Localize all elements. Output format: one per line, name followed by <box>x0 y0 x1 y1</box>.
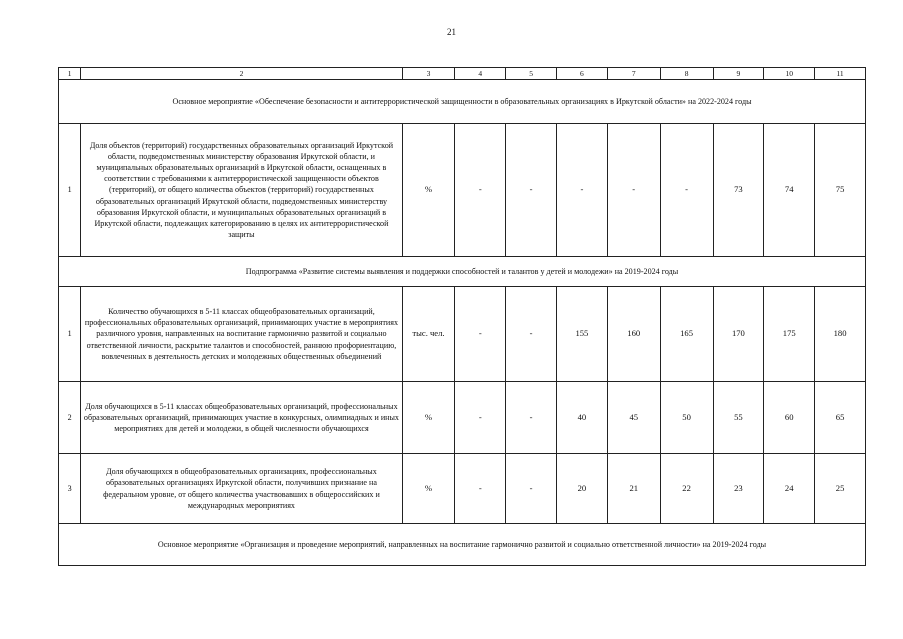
unit-cell: % <box>402 382 455 454</box>
column-number: 7 <box>607 68 660 80</box>
section-row <box>59 524 866 566</box>
value-cell: - <box>607 124 660 257</box>
value-cell: 175 <box>764 287 815 382</box>
value-cell: 25 <box>815 454 866 524</box>
unit-cell: % <box>402 124 455 257</box>
column-number-row <box>59 68 866 80</box>
value-cell: 165 <box>660 287 713 382</box>
value-cell: 75 <box>815 124 866 257</box>
section-title: Основное мероприятие «Организация и проведение мероприятий, направленных на воспитание гармонично развитой и социально ответственной личности» на 2019-2024 годы <box>59 524 866 566</box>
value-cell: - <box>506 124 557 257</box>
value-cell: - <box>506 454 557 524</box>
value-cell: - <box>455 454 506 524</box>
value-cell: 65 <box>815 382 866 454</box>
indicator-description: Количество обучающихся в 5-11 классах общеобразовательных организаций, профессиональных образовательных организаций, принимающих участие в мероприятиях различного уровня, направленных на воспитание гармонично развитой и социально ответственной личности, раскрытие талантов и способностей, раннюю профориентацию, вовлеченных в деятельность детских и молодежных общественных объединений <box>81 287 402 382</box>
indicators-table <box>58 67 866 566</box>
value-cell: 74 <box>764 124 815 257</box>
value-cell: 24 <box>764 454 815 524</box>
value-cell: - <box>455 382 506 454</box>
row-number: 1 <box>59 287 81 382</box>
row-number: 2 <box>59 382 81 454</box>
value-cell: - <box>660 124 713 257</box>
column-number: 11 <box>815 68 866 80</box>
column-number: 6 <box>557 68 608 80</box>
value-cell: 21 <box>607 454 660 524</box>
column-number: 4 <box>455 68 506 80</box>
value-cell: 50 <box>660 382 713 454</box>
page-number: 21 <box>447 27 456 37</box>
row-number: 3 <box>59 454 81 524</box>
table-row <box>59 287 866 382</box>
value-cell: 155 <box>557 287 608 382</box>
value-cell: 180 <box>815 287 866 382</box>
column-number: 10 <box>764 68 815 80</box>
table-row <box>59 124 866 257</box>
value-cell: 23 <box>713 454 764 524</box>
value-cell: - <box>455 287 506 382</box>
value-cell: 40 <box>557 382 608 454</box>
column-number: 2 <box>81 68 402 80</box>
unit-cell: % <box>402 454 455 524</box>
table-row <box>59 382 866 454</box>
column-number: 8 <box>660 68 713 80</box>
column-number: 9 <box>713 68 764 80</box>
value-cell: 60 <box>764 382 815 454</box>
value-cell: 55 <box>713 382 764 454</box>
value-cell: - <box>557 124 608 257</box>
value-cell: 73 <box>713 124 764 257</box>
column-number: 5 <box>506 68 557 80</box>
column-number: 3 <box>402 68 455 80</box>
indicator-description: Доля объектов (территорий) государственных образовательных организаций Иркутской области, подведомственных министерству образования Иркутской области, и муниципальных образовательных организаций в Иркутской области, оснащенных в соответствии с требованиями к антитеррористической защищенности объектов (территорий), от общего количества объектов (территорий) государственных образовательных организаций Иркутской области, подведомственных министерству образования Иркутской области, и муниципальных образовательных организаций в Иркутской области, подлежащих категорированию в целях их антитеррористической защиты <box>81 124 402 257</box>
value-cell: - <box>506 382 557 454</box>
indicator-description: Доля обучающихся в 5-11 классах общеобразовательных организаций, профессиональных образовательных организаций, принимающих участие в конкурсных, олимпиадных и иных мероприятиях для детей и молодежи, в общей численности обучающихся <box>81 382 402 454</box>
value-cell: - <box>506 287 557 382</box>
column-number: 1 <box>59 68 81 80</box>
value-cell: 160 <box>607 287 660 382</box>
section-title: Основное мероприятие «Обеспечение безопасности и антитеррористической защищенности в образовательных организациях в Иркутской области» на 2022-2024 годы <box>59 80 866 124</box>
unit-cell: тыс. чел. <box>402 287 455 382</box>
value-cell: 170 <box>713 287 764 382</box>
indicator-description: Доля обучающихся в общеобразовательных организациях, профессиональных образовательных организациях Иркутской области, получивших признание на федеральном уровне, от общего количества участвовавших в общероссийских и международных мероприятиях <box>81 454 402 524</box>
table-row <box>59 454 866 524</box>
value-cell: 45 <box>607 382 660 454</box>
value-cell: 22 <box>660 454 713 524</box>
section-title: Подпрограмма «Развитие системы выявления и поддержки способностей и талантов у детей и молодежи» на 2019-2024 годы <box>59 257 866 287</box>
value-cell: - <box>455 124 506 257</box>
value-cell: 20 <box>557 454 608 524</box>
row-number: 1 <box>59 124 81 257</box>
section-row <box>59 80 866 124</box>
section-row <box>59 257 866 287</box>
